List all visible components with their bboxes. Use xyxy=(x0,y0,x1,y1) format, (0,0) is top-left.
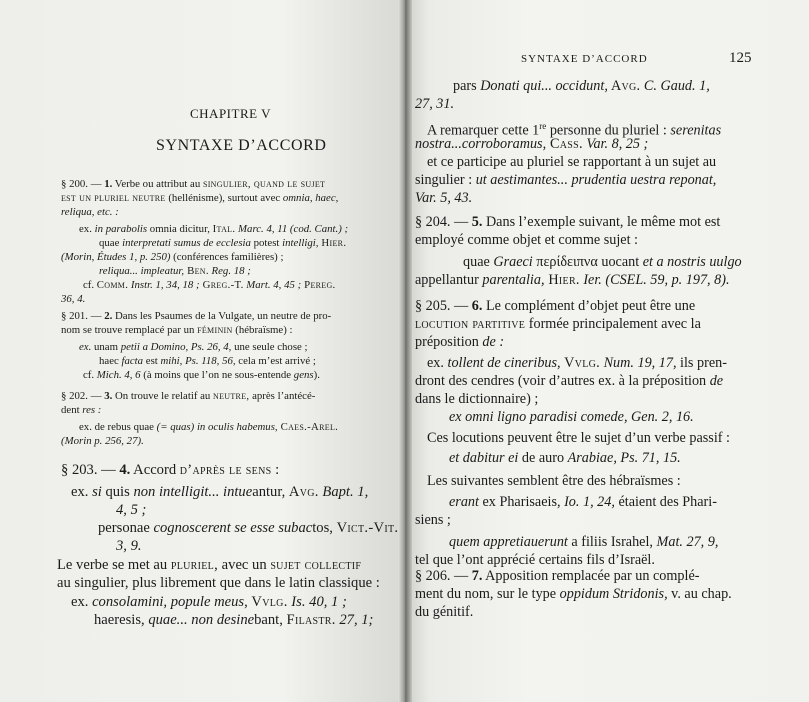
text-line: singulier : ut aestimantes... prudentia uestra reponat, xyxy=(415,172,717,188)
text-line: quae interpretati sumus de ecclesia potest intelligi, Hier. xyxy=(99,237,347,249)
text-line: nom se trouve remplacé par un féminin (hébraïsme) : xyxy=(61,324,293,336)
text-line: 27, 31. xyxy=(415,96,455,112)
text-line: § 201. — 2. Dans les Psaumes de la Vulgate, un neutre de pro- xyxy=(61,310,332,322)
text-line: Le verbe se met au pluriel, avec un sujet collectif xyxy=(57,557,362,573)
text-line: Var. 5, 43. xyxy=(415,190,473,206)
text-line: § 205. — 6. Le complément d’objet peut être une xyxy=(415,298,696,314)
text-line: ex. si quis non intelligit... intueantur, Avg. Bapt. 1, xyxy=(71,484,369,500)
text-line: ex. de rebus quae (= quas) in oculis habemus, Caes.-Arel. xyxy=(79,421,339,433)
text-line: est un pluriel neutre (hellénisme), surtout avec omnia, haec, xyxy=(61,192,339,204)
page-number: 125 xyxy=(729,50,752,66)
text-line: Les suivantes semblent être des hébraïsmes : xyxy=(427,473,681,489)
text-line: haec facta est mihi, Ps. 118, 56, cela m’est arrivé ; xyxy=(99,355,316,367)
text-line: reliqua, etc. : xyxy=(61,206,119,218)
text-line: § 202. — 3. On trouve le relatif au neutre, après l’antécé- xyxy=(61,390,316,402)
text-line: pars Donati qui... occidunt, Avg. C. Gaud. 1, xyxy=(453,78,710,94)
text-line: haeresis, quae... non desinebant, Filastr. 27, 1; xyxy=(94,612,374,628)
text-line: personae cognoscerent se esse subactos, Vict.-Vit. xyxy=(98,520,399,536)
text-line: cf. Comm. Instr. 1, 34, 18 ; Greg.-T. Mart. 4, 45 ; Pereg. xyxy=(83,279,336,291)
text-line: § 200. — 1. Verbe ou attribut au singulier, quand le sujet xyxy=(61,178,326,190)
text-line: ex. tollent de cineribus, Vvlg. Num. 19, 17, ils pren- xyxy=(427,355,727,371)
text-line: employé comme objet et comme sujet : xyxy=(415,232,638,248)
text-line: et dabitur ei de auro Arabiae, Ps. 71, 15. xyxy=(449,450,681,466)
text-line: (Morin, Études 1, p. 250) (conférences familières) ; xyxy=(61,251,284,263)
text-line: Ces locutions peuvent être le sujet d’un verbe passif : xyxy=(427,430,730,446)
text-line: A remarquer cette 1re personne du pluriel : serenitas xyxy=(427,121,722,139)
text-line: locution partitive formée principalement avec la xyxy=(415,316,701,332)
book-gutter xyxy=(398,0,412,702)
text-line: ex. in parabolis omnia dicitur, Ital. Marc. 4, 11 (cod. Cant.) ; xyxy=(79,223,349,235)
chapter-title: SYNTAXE D’ACCORD xyxy=(156,137,327,154)
text-line: § 204. — 5. Dans l’exemple suivant, le même mot est xyxy=(415,214,721,230)
text-line: tel que l’ont apprécié certains fils d’Israël. xyxy=(415,552,655,568)
text-line: 36, 4. xyxy=(61,293,86,305)
text-line: nostra...corroboramus, Cass. Var. 8, 25 ; xyxy=(415,136,649,152)
text-line: au singulier, plus librement que dans le latin classique : xyxy=(57,575,380,591)
text-line: et ce participe au pluriel se rapportant à un sujet au xyxy=(427,154,717,170)
text-line: quae Graeci περίδειπνα uocant et a nostris uulgo xyxy=(463,254,742,270)
text-line: dans le dictionnaire) ; xyxy=(415,391,539,407)
text-line: (Morin p. 256, 27). xyxy=(61,435,144,447)
text-line: § 206. — 7. Apposition remplacée par un complé- xyxy=(415,568,700,584)
text-line: dent res : xyxy=(61,404,102,416)
text-line: 3, 9. xyxy=(116,538,142,554)
text-line: reliqua... impleatur, Ben. Reg. 18 ; xyxy=(99,265,251,277)
text-line: ex omni ligno paradisi comede, Gen. 2, 16. xyxy=(449,409,694,425)
text-line: quem appretiauerunt a filiis Israhel, Mat. 27, 9, xyxy=(449,534,719,550)
text-line: ment du nom, sur le type oppidum Stridonis, v. au chap. xyxy=(415,586,732,602)
text-line: § 203. — 4. Accord d’après le sens : xyxy=(61,462,280,478)
running-header: SYNTAXE D’ACCORD xyxy=(521,53,648,65)
text-line: ex. consolamini, popule meus, Vvlg. Is. 40, 1 ; xyxy=(71,594,347,610)
chapter-label: CHAPITRE V xyxy=(190,106,271,121)
text-line: ex. unam petii a Domino, Ps. 26, 4, une seule chose ; xyxy=(79,341,308,353)
text-line: cf. Mich. 4, 6 (à moins que l’on ne sous-entende gens). xyxy=(83,369,320,381)
text-line: appellantur parentalia, Hier. Ier. (CSEL. 59, p. 197, 8). xyxy=(415,272,730,288)
text-line: dront des cendres (voir d’autres ex. à la préposition de xyxy=(415,373,724,389)
text-line: erant ex Pharisaeis, Io. 1, 24, étaient des Phari- xyxy=(449,494,717,510)
text-line: du génitif. xyxy=(415,604,474,620)
text-line: préposition de : xyxy=(415,334,505,350)
text-line: siens ; xyxy=(415,512,451,528)
text-line: 4, 5 ; xyxy=(116,502,147,518)
